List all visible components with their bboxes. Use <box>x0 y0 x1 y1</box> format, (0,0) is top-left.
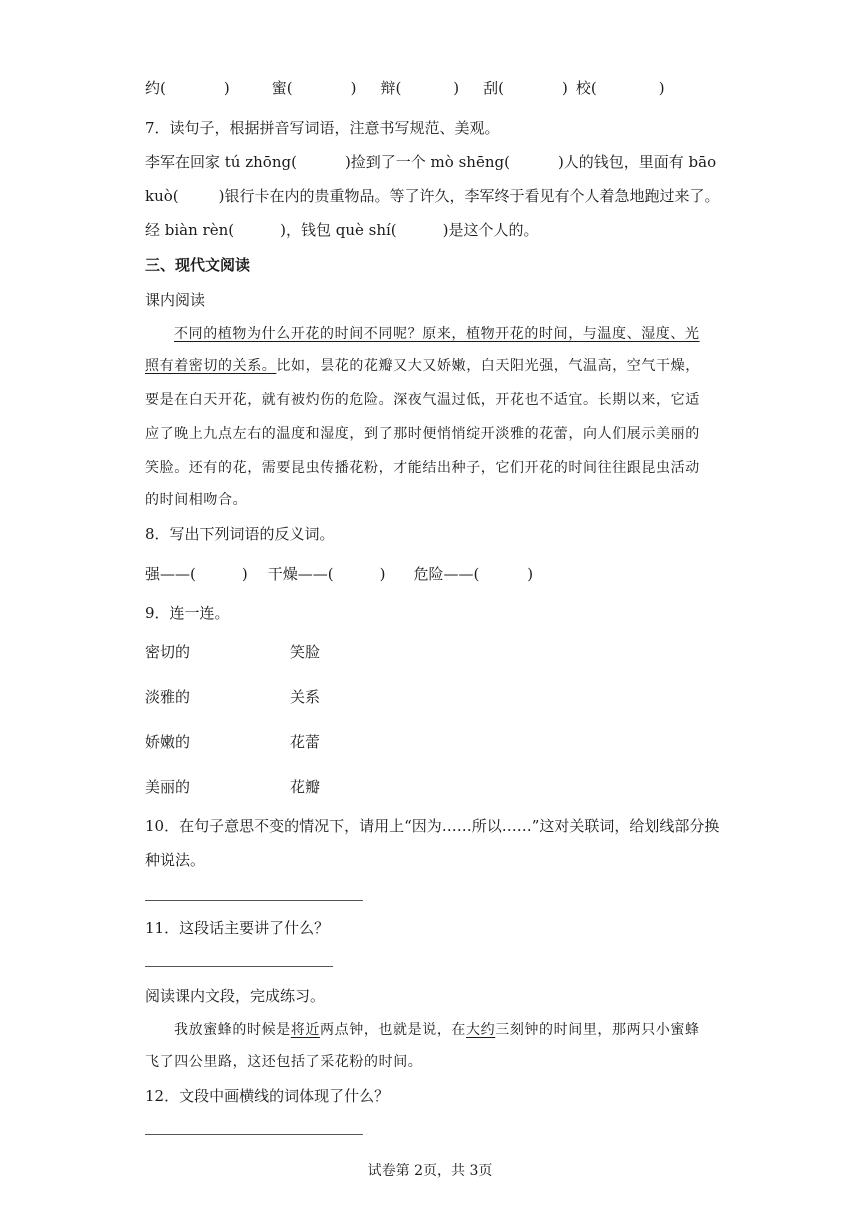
q7-line-1: 李军在回家 tú zhōng( )捡到了一个 mò shēng( )人的钱包，里面有 bāo <box>145 153 717 171</box>
q10-line-2: 种说法。 <box>145 851 206 869</box>
q6-char-2: 蜜( <box>271 79 293 97</box>
underlined-word-1: 将近 <box>290 1022 321 1038</box>
passage-line-3: 要是在白天开花，就有被灼伤的危险。深夜气温过低，开花也不适宜。长期以来，它适 <box>145 392 700 408</box>
match-left-1: 密切的 <box>145 643 191 661</box>
match-right-4: 花瓣 <box>290 778 321 796</box>
underlined-word-2: 大约 <box>466 1022 496 1038</box>
section-subtitle: 课内阅读 <box>145 291 206 309</box>
q8-title: 8．写出下列词语的反义词。 <box>145 525 335 543</box>
passage-line-6: 的时间相吻合。 <box>145 492 248 508</box>
reading2-line-1: 我放蜜蜂的时候是将近两点钟，也就是说，在大约三刻钟的时间里，那两只小蜜蜂 <box>174 1022 700 1038</box>
q6-char-4: 刮( <box>483 79 505 97</box>
q10-line-1: 10．在句子意思不变的情况下，请用上“因为……所以……”这对关联词，给划线部分换 <box>145 817 720 835</box>
q6-row: 约( ) 蜜( ) 辩( ) 刮( ) 校( ) <box>145 79 665 97</box>
q7-line-3: 经 biàn rèn( )，钱包 què shí( )是这个人的。 <box>145 221 539 239</box>
passage-line-1 <box>174 324 700 344</box>
match-right-3: 花蕾 <box>290 733 321 751</box>
q6-char-3: 辩( <box>380 79 402 97</box>
match-left-4: 美丽的 <box>145 778 191 796</box>
section-title: 三、现代文阅读 <box>145 256 251 274</box>
q11-title: 11．这段话主要讲了什么？ <box>145 919 330 937</box>
underlined-sentence-end: 照有着密切的关系。 <box>145 358 277 374</box>
q7-line-2: kuò( )银行卡在内的贵重物品。等了许久，李军终于看见有个人着急地跑过来了。 <box>145 187 720 205</box>
passage-line-4: 应了晚上九点左右的温度和湿度，到了那时便悄悄绽开淡雅的花蕾，向人们展示美丽的 <box>145 426 700 442</box>
reading2-intro: 阅读课内文段，完成练习。 <box>145 987 326 1005</box>
q8-antonyms: 强——( ) 干燥——( ) 危险——( ) <box>145 565 534 583</box>
reading2-line-2: 飞了四公里路，这还包括了采花粉的时间。 <box>145 1054 423 1070</box>
match-right-2: 关系 <box>290 688 321 706</box>
q10-answer-line[interactable] <box>145 900 363 901</box>
passage-line-2: 照有着密切的关系。比如，昙花的花瓣又大又娇嫩，白天阳光强，气温高，空气干燥， <box>145 358 700 374</box>
q12-title: 12．文段中画横线的词体现了什么？ <box>145 1087 390 1105</box>
match-left-3: 娇嫩的 <box>145 733 191 751</box>
q11-answer-line[interactable] <box>145 966 333 967</box>
q6-char-1: 约( <box>145 79 166 97</box>
underlined-sentence: 不同的植物为什么开花的时间不同呢？原来，植物开花的时间，与温度、湿度、光 <box>174 326 700 342</box>
q7-title: 7．读句子，根据拼音写词语，注意书写规范、美观。 <box>145 119 500 137</box>
match-right-1: 笑脸 <box>290 643 321 661</box>
page-footer: 试卷第 2页，共 3页 <box>367 1163 493 1179</box>
q12-answer-line[interactable] <box>145 1134 363 1135</box>
match-left-2: 淡雅的 <box>145 688 191 706</box>
passage-line-5: 笑脸。还有的花，需要昆虫传播花粉，才能结出种子，它们开花的时间往往跟昆虫活动 <box>145 460 700 476</box>
q6-char-5: 校( <box>575 79 597 97</box>
q9-title: 9．连一连。 <box>145 604 230 622</box>
